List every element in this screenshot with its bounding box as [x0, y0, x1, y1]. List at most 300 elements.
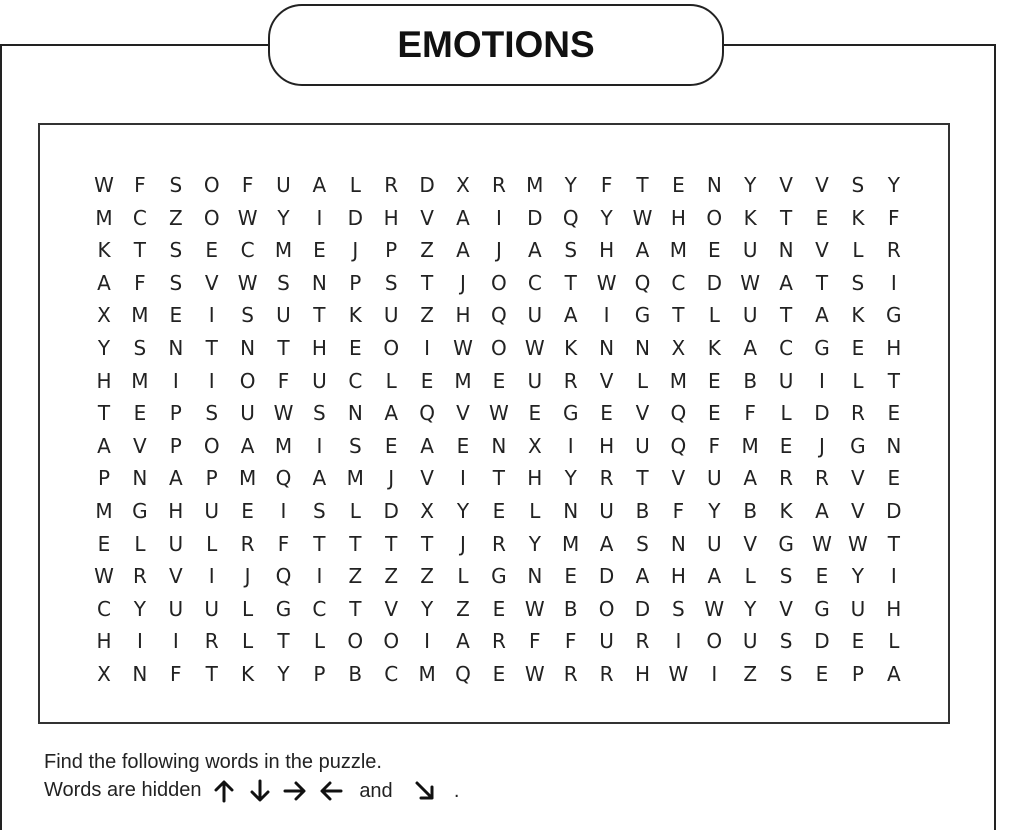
grid-letter[interactable]: K	[348, 303, 362, 328]
grid-letter[interactable]: C	[240, 238, 255, 263]
grid-letter[interactable]: E	[851, 336, 865, 360]
grid-letter[interactable]: T	[420, 270, 434, 295]
grid-letter[interactable]: L	[529, 499, 541, 523]
grid-letter[interactable]: D	[598, 564, 615, 589]
grid-letter[interactable]: W	[94, 173, 114, 197]
grid-letter[interactable]: Q	[634, 270, 651, 295]
grid-letter[interactable]: I	[424, 336, 431, 360]
grid-letter[interactable]: H	[383, 205, 399, 230]
grid-letter[interactable]: E	[707, 238, 721, 263]
grid-letter[interactable]: U	[383, 303, 399, 328]
grid-letter[interactable]: I	[890, 270, 897, 295]
grid-letter[interactable]: N	[347, 401, 363, 426]
grid-letter[interactable]: A	[527, 238, 542, 263]
grid-letter[interactable]: E	[851, 629, 865, 654]
grid-letter[interactable]: T	[97, 401, 111, 426]
grid-letter[interactable]: Q	[419, 401, 435, 426]
grid-letter[interactable]: N	[240, 336, 256, 360]
grid-letter[interactable]: S	[672, 596, 685, 621]
grid-letter[interactable]: L	[349, 499, 361, 523]
grid-letter[interactable]: N	[491, 433, 507, 458]
grid-letter[interactable]: U	[599, 629, 614, 654]
grid-letter[interactable]: K	[564, 336, 578, 360]
grid-letter[interactable]: R	[635, 629, 650, 654]
grid-letter[interactable]: Y	[564, 466, 577, 491]
grid-letter[interactable]: I	[136, 629, 143, 654]
grid-letter[interactable]: Y	[708, 499, 721, 523]
grid-letter[interactable]: R	[132, 564, 147, 589]
grid-letter[interactable]: A	[635, 564, 650, 589]
grid-letter[interactable]: O	[383, 629, 400, 654]
grid-letter[interactable]: J	[460, 531, 466, 556]
grid-letter[interactable]: A	[384, 401, 399, 426]
grid-letter[interactable]: F	[600, 173, 613, 197]
grid-letter[interactable]: A	[168, 466, 183, 491]
grid-letter[interactable]: S	[169, 270, 183, 295]
grid-letter[interactable]: A	[240, 433, 255, 458]
grid-letter[interactable]: Q	[670, 401, 687, 426]
grid-letter[interactable]: U	[778, 368, 794, 393]
grid-letter[interactable]: M	[274, 238, 293, 263]
grid-letter[interactable]: G	[634, 303, 651, 328]
grid-letter[interactable]: N	[168, 336, 184, 360]
grid-letter[interactable]: E	[672, 173, 685, 197]
grid-letter[interactable]: E	[313, 238, 326, 263]
grid-letter[interactable]: H	[886, 596, 902, 621]
grid-letter[interactable]: T	[205, 662, 218, 686]
grid-letter[interactable]: U	[168, 596, 184, 621]
grid-letter[interactable]: O	[706, 205, 723, 230]
grid-letter[interactable]: V	[851, 466, 865, 491]
grid-letter[interactable]: U	[599, 499, 614, 523]
grid-letter[interactable]: E	[169, 303, 183, 328]
grid-letter[interactable]: E	[815, 662, 829, 686]
grid-letter[interactable]: F	[134, 270, 146, 295]
grid-letter[interactable]: W	[489, 401, 509, 426]
grid-letter[interactable]: L	[852, 368, 864, 393]
grid-letter[interactable]: M	[274, 433, 293, 458]
grid-letter[interactable]: I	[208, 303, 215, 328]
grid-letter[interactable]: E	[492, 368, 506, 393]
grid-letter[interactable]: R	[886, 238, 901, 263]
grid-letter[interactable]: S	[779, 629, 793, 654]
grid-letter[interactable]: H	[455, 303, 471, 328]
grid-letter[interactable]: R	[563, 368, 578, 393]
grid-letter[interactable]: W	[740, 270, 761, 295]
grid-letter[interactable]: L	[708, 303, 720, 328]
grid-letter[interactable]: M	[562, 531, 580, 556]
grid-letter[interactable]: L	[888, 629, 900, 654]
grid-letter[interactable]: R	[563, 662, 578, 686]
grid-letter[interactable]: E	[887, 401, 901, 426]
grid-letter[interactable]: A	[563, 303, 578, 328]
grid-letter[interactable]: T	[492, 466, 505, 491]
grid-letter[interactable]: N	[886, 433, 902, 458]
grid-letter[interactable]: M	[741, 433, 759, 458]
grid-letter[interactable]: V	[384, 596, 399, 621]
grid-letter[interactable]: S	[851, 270, 865, 295]
grid-letter[interactable]: Y	[97, 336, 111, 360]
grid-letter[interactable]: M	[95, 205, 113, 230]
grid-letter[interactable]: Y	[564, 173, 577, 197]
grid-letter[interactable]: V	[851, 499, 865, 523]
grid-letter[interactable]: H	[96, 629, 112, 654]
grid-letter[interactable]: V	[815, 173, 829, 197]
grid-letter[interactable]: N	[563, 499, 579, 523]
grid-letter[interactable]: D	[814, 401, 830, 426]
grid-letter[interactable]: W	[273, 401, 294, 426]
grid-letter[interactable]: P	[97, 466, 111, 491]
grid-letter[interactable]: W	[524, 336, 545, 360]
grid-letter[interactable]: U	[706, 466, 722, 491]
grid-letter[interactable]: R	[491, 173, 506, 197]
grid-letter[interactable]: Z	[420, 303, 434, 328]
grid-letter[interactable]: H	[670, 564, 686, 589]
grid-letter[interactable]: A	[456, 629, 470, 654]
grid-letter[interactable]: F	[529, 629, 541, 654]
grid-letter[interactable]: Y	[600, 205, 613, 230]
grid-letter[interactable]: Y	[420, 596, 434, 621]
grid-letter[interactable]: Q	[275, 466, 292, 491]
grid-letter[interactable]: D	[886, 499, 902, 523]
grid-letter[interactable]: S	[384, 270, 398, 295]
grid-letter[interactable]: I	[316, 433, 323, 458]
grid-letter[interactable]: T	[887, 531, 900, 556]
grid-letter[interactable]: R	[204, 629, 219, 654]
grid-letter[interactable]: I	[675, 629, 682, 654]
grid-letter[interactable]: A	[886, 662, 901, 686]
grid-letter[interactable]: A	[456, 238, 470, 263]
grid-letter[interactable]: B	[348, 662, 363, 686]
grid-letter[interactable]: W	[812, 531, 832, 556]
grid-letter[interactable]: E	[241, 499, 254, 523]
grid-letter[interactable]: A	[97, 270, 111, 295]
grid-letter[interactable]: S	[313, 401, 326, 426]
grid-letter[interactable]: Y	[456, 499, 470, 523]
grid-letter[interactable]: R	[240, 531, 255, 556]
grid-letter[interactable]: T	[636, 466, 649, 491]
grid-letter[interactable]: M	[669, 368, 688, 393]
grid-letter[interactable]: R	[491, 531, 506, 556]
grid-letter[interactable]: W	[237, 270, 258, 295]
grid-letter[interactable]: U	[276, 173, 291, 197]
grid-letter[interactable]: M	[95, 499, 113, 523]
grid-letter[interactable]: Z	[420, 564, 434, 589]
grid-letter[interactable]: T	[636, 173, 649, 197]
grid-letter[interactable]: I	[495, 205, 502, 230]
grid-letter[interactable]: F	[170, 662, 182, 686]
grid-letter[interactable]: N	[635, 336, 650, 360]
grid-letter[interactable]: L	[349, 173, 361, 197]
grid-letter[interactable]: H	[311, 336, 327, 360]
grid-letter[interactable]: U	[168, 531, 184, 556]
grid-letter[interactable]: Y	[277, 662, 290, 686]
grid-letter[interactable]: H	[670, 205, 686, 230]
grid-letter[interactable]: Q	[455, 662, 471, 686]
grid-letter[interactable]: L	[242, 596, 254, 621]
grid-letter[interactable]: U	[204, 596, 219, 621]
grid-letter[interactable]: T	[313, 303, 326, 328]
grid-letter[interactable]: O	[203, 173, 220, 197]
grid-letter[interactable]: C	[348, 368, 363, 393]
grid-letter[interactable]: D	[706, 270, 722, 295]
grid-letter[interactable]: F	[564, 629, 577, 654]
grid-letter[interactable]: N	[599, 336, 615, 360]
grid-letter[interactable]: E	[707, 401, 721, 426]
grid-letter[interactable]: H	[168, 499, 184, 523]
grid-letter[interactable]: I	[567, 433, 574, 458]
grid-letter[interactable]: E	[133, 401, 147, 426]
grid-letter[interactable]: L	[852, 238, 864, 263]
grid-letter[interactable]: J	[495, 238, 502, 263]
grid-letter[interactable]: I	[424, 629, 431, 654]
grid-letter[interactable]: D	[814, 629, 830, 654]
grid-letter[interactable]: L	[780, 401, 792, 426]
grid-letter[interactable]: P	[205, 466, 218, 491]
grid-letter[interactable]: A	[456, 205, 470, 230]
grid-letter[interactable]: A	[420, 433, 434, 458]
grid-letter[interactable]: V	[599, 368, 614, 393]
grid-letter[interactable]: C	[779, 336, 794, 360]
grid-letter[interactable]: L	[457, 564, 469, 589]
grid-letter[interactable]: G	[562, 401, 579, 426]
grid-letter[interactable]: Y	[851, 564, 864, 589]
grid-letter[interactable]: U	[276, 303, 291, 328]
grid-letter[interactable]: I	[172, 629, 179, 654]
grid-letter[interactable]: G	[814, 596, 830, 621]
grid-letter[interactable]: N	[527, 564, 543, 589]
grid-letter[interactable]: Z	[348, 564, 363, 589]
grid-letter[interactable]: V	[779, 173, 793, 197]
grid-letter[interactable]: Q	[491, 303, 507, 328]
grid-letter[interactable]: E	[815, 205, 829, 230]
grid-letter[interactable]: I	[460, 466, 466, 491]
grid-letter[interactable]: K	[707, 336, 721, 360]
grid-letter[interactable]: D	[419, 173, 435, 197]
grid-letter[interactable]: T	[385, 531, 398, 556]
grid-letter[interactable]: X	[420, 499, 434, 523]
grid-letter[interactable]: B	[635, 499, 650, 523]
grid-letter[interactable]: O	[203, 205, 220, 230]
grid-letter[interactable]: Y	[744, 173, 757, 197]
grid-letter[interactable]: I	[208, 564, 215, 589]
grid-letter[interactable]: Z	[743, 662, 758, 686]
grid-letter[interactable]: T	[349, 531, 362, 556]
grid-letter[interactable]: W	[237, 205, 258, 230]
grid-letter[interactable]: V	[168, 564, 183, 589]
grid-letter[interactable]: F	[708, 433, 721, 458]
grid-letter[interactable]: I	[316, 205, 323, 230]
grid-letter[interactable]: Z	[456, 596, 470, 621]
grid-letter[interactable]: Y	[528, 531, 541, 556]
grid-letter[interactable]: W	[453, 336, 473, 360]
grid-letter[interactable]: T	[349, 596, 362, 621]
grid-letter[interactable]: V	[420, 205, 434, 230]
grid-letter[interactable]: H	[634, 662, 651, 686]
grid-letter[interactable]: W	[668, 662, 689, 686]
grid-letter[interactable]: N	[311, 270, 327, 295]
grid-letter[interactable]: V	[635, 401, 650, 426]
grid-letter[interactable]: X	[671, 336, 686, 360]
grid-letter[interactable]: X	[97, 662, 111, 686]
grid-letter[interactable]: I	[711, 662, 718, 686]
grid-letter[interactable]: G	[132, 499, 148, 523]
grid-letter[interactable]: K	[851, 303, 865, 328]
grid-letter[interactable]: L	[313, 629, 325, 654]
grid-letter[interactable]: T	[672, 303, 685, 328]
grid-letter[interactable]: V	[779, 596, 793, 621]
grid-letter[interactable]: V	[743, 531, 758, 556]
grid-letter[interactable]: E	[384, 433, 398, 458]
grid-letter[interactable]: W	[524, 596, 545, 621]
grid-letter[interactable]: W	[848, 531, 868, 556]
grid-letter[interactable]: Y	[887, 173, 900, 197]
grid-letter[interactable]: E	[97, 531, 111, 556]
grid-letter[interactable]: F	[888, 205, 900, 230]
grid-letter[interactable]: H	[599, 433, 615, 458]
grid-letter[interactable]: E	[348, 336, 362, 360]
grid-letter[interactable]: M	[418, 662, 436, 686]
grid-letter[interactable]: V	[133, 433, 147, 458]
grid-letter[interactable]: E	[600, 401, 613, 426]
grid-letter[interactable]: Q	[275, 564, 292, 589]
grid-letter[interactable]: L	[134, 531, 146, 556]
grid-letter[interactable]: F	[277, 368, 290, 393]
grid-letter[interactable]: J	[352, 238, 359, 263]
grid-letter[interactable]: L	[385, 368, 397, 393]
grid-letter[interactable]: E	[707, 368, 721, 393]
grid-letter[interactable]: T	[815, 270, 829, 295]
grid-letter[interactable]: M	[131, 303, 149, 328]
grid-letter[interactable]: L	[242, 629, 254, 654]
grid-letter[interactable]: D	[347, 205, 363, 230]
grid-letter[interactable]: S	[169, 238, 183, 263]
grid-letter[interactable]: H	[527, 466, 543, 491]
grid-letter[interactable]: W	[94, 564, 114, 589]
grid-letter[interactable]: F	[241, 173, 254, 197]
grid-letter[interactable]: Y	[133, 596, 146, 621]
grid-letter[interactable]: T	[133, 238, 146, 263]
grid-letter[interactable]: E	[456, 433, 470, 458]
grid-letter[interactable]: L	[206, 531, 218, 556]
grid-letter[interactable]: M	[669, 238, 688, 263]
grid-letter[interactable]: O	[383, 336, 400, 360]
grid-letter[interactable]: E	[492, 662, 506, 686]
grid-letter[interactable]: V	[456, 401, 470, 426]
grid-letter[interactable]: S	[277, 270, 290, 295]
grid-letter[interactable]: D	[634, 596, 651, 621]
grid-letter[interactable]: O	[203, 433, 220, 458]
grid-letter[interactable]: S	[241, 303, 254, 328]
grid-letter[interactable]: V	[204, 270, 219, 295]
grid-letter[interactable]: J	[244, 564, 251, 589]
grid-letter[interactable]: P	[349, 270, 362, 295]
grid-letter[interactable]: R	[599, 662, 614, 686]
grid-letter[interactable]: F	[672, 499, 685, 523]
grid-letter[interactable]: P	[313, 662, 326, 686]
grid-letter[interactable]: M	[526, 173, 544, 197]
grid-letter[interactable]: K	[779, 499, 793, 523]
grid-letter[interactable]: G	[850, 433, 866, 458]
grid-letter[interactable]: K	[743, 205, 757, 230]
grid-letter[interactable]: N	[706, 173, 722, 197]
grid-letter[interactable]: F	[744, 401, 756, 426]
grid-letter[interactable]: Z	[168, 205, 183, 230]
grid-letter[interactable]: F	[277, 531, 290, 556]
grid-letter[interactable]: O	[491, 336, 507, 360]
grid-letter[interactable]: D	[383, 499, 399, 523]
grid-letter[interactable]: A	[97, 433, 111, 458]
grid-letter[interactable]: S	[313, 499, 326, 523]
grid-letter[interactable]: A	[707, 564, 722, 589]
grid-letter[interactable]: E	[420, 368, 434, 393]
grid-letter[interactable]: E	[887, 466, 901, 491]
grid-letter[interactable]: W	[596, 270, 617, 295]
grid-letter[interactable]: A	[743, 466, 758, 491]
grid-letter[interactable]: W	[524, 662, 545, 686]
grid-letter[interactable]: U	[240, 401, 255, 426]
grid-letter[interactable]: U	[204, 499, 219, 523]
grid-letter[interactable]: G	[491, 564, 507, 589]
grid-letter[interactable]: I	[819, 368, 825, 393]
grid-letter[interactable]: K	[851, 205, 865, 230]
grid-letter[interactable]: G	[778, 531, 794, 556]
grid-letter[interactable]: A	[312, 466, 327, 491]
grid-letter[interactable]: U	[742, 303, 758, 328]
grid-letter[interactable]: V	[815, 238, 829, 263]
grid-letter[interactable]: U	[742, 629, 758, 654]
grid-letter[interactable]: C	[132, 205, 147, 230]
grid-letter[interactable]: S	[348, 433, 362, 458]
grid-letter[interactable]: U	[706, 531, 722, 556]
grid-letter[interactable]: K	[97, 238, 111, 263]
grid-letter[interactable]: T	[420, 531, 434, 556]
grid-letter[interactable]: I	[316, 564, 323, 589]
grid-letter[interactable]: I	[280, 499, 287, 523]
grid-letter[interactable]: L	[636, 368, 649, 393]
grid-letter[interactable]: I	[208, 368, 215, 393]
grid-letter[interactable]: B	[563, 596, 578, 621]
grid-letter[interactable]: W	[704, 596, 725, 621]
grid-letter[interactable]: C	[384, 662, 399, 686]
grid-letter[interactable]: C	[97, 596, 111, 621]
grid-letter[interactable]: E	[564, 564, 577, 589]
grid-letter[interactable]: I	[603, 303, 610, 328]
grid-letter[interactable]: E	[492, 596, 506, 621]
grid-letter[interactable]: G	[275, 596, 292, 621]
grid-letter[interactable]: J	[460, 270, 466, 295]
grid-letter[interactable]: C	[527, 270, 542, 295]
grid-letter[interactable]: T	[277, 336, 290, 360]
grid-letter[interactable]: E	[779, 433, 793, 458]
grid-letter[interactable]: T	[205, 336, 218, 360]
grid-letter[interactable]: T	[779, 205, 793, 230]
grid-letter[interactable]: H	[886, 336, 902, 360]
grid-letter[interactable]: D	[527, 205, 543, 230]
grid-letter[interactable]: M	[346, 466, 364, 491]
grid-letter[interactable]: Y	[744, 596, 757, 621]
grid-letter[interactable]: H	[96, 368, 112, 393]
grid-letter[interactable]: R	[779, 466, 794, 491]
grid-letter[interactable]: A	[312, 173, 327, 197]
grid-letter[interactable]: T	[564, 270, 577, 295]
grid-letter[interactable]: N	[132, 466, 148, 491]
grid-letter[interactable]: G	[886, 303, 902, 328]
grid-letter[interactable]: N	[670, 531, 686, 556]
grid-letter[interactable]: R	[815, 466, 829, 491]
grid-letter[interactable]: R	[384, 173, 399, 197]
grid-letter[interactable]: X	[97, 303, 111, 328]
